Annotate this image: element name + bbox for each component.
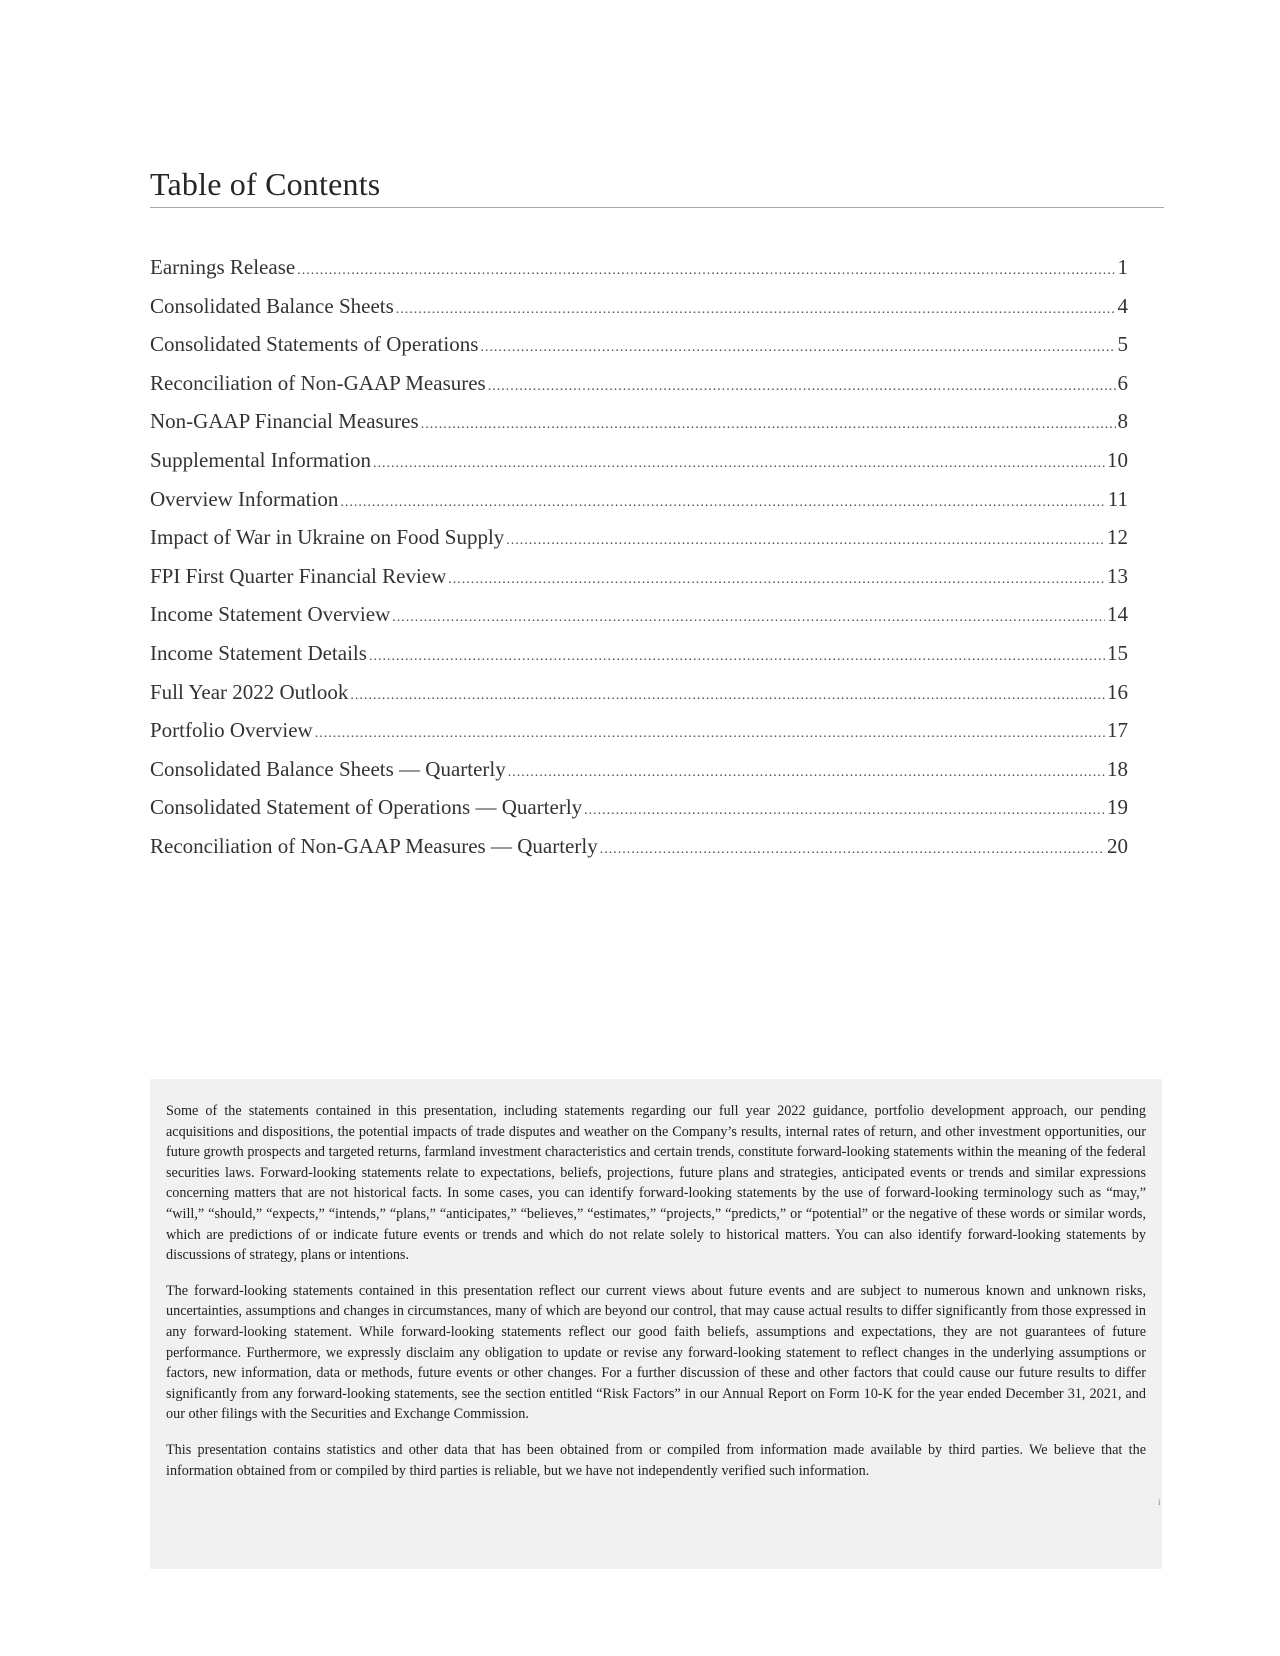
toc-entry[interactable]: [150, 294, 1128, 333]
disclaimer-paragraph-forward-looking: Some of the statements contained in this presentation, including statements regarding our full year 2022 guidance, portfolio development approach, our pending acquisitions and dispositions, the potential impacts of trade disputes and weather on the Company’s results, internal rates of return, and other investment opportunities, our future growth prospects and targeted returns, farmland investment characteristics and certain trends, constitute forward-looking statements within the meaning of the federal securities laws. Forward-looking statements relate to expectations, beliefs, projections, future plans and strategies, anticipated events or trends and similar expressions concerning matters that are not historical facts. In some cases, you can identify forward-looking statements by the use of forward-looking terminology such as “may,” “will,” “should,” “expects,” “intends,” “plans,” “anticipates,” “believes,” “estimates,” “projects,” “predicts,” or “potential” or the negative of these words or similar words, which are predictions of or indicate future events or trends and which do not relate solely to historical matters. You can also identify forward-looking statements by discussions of strategy, plans or intentions.: [166, 1103, 1146, 1264]
toc-entry[interactable]: [150, 448, 1128, 487]
toc-entry[interactable]: [150, 255, 1128, 294]
disclaimer-paragraph-third-party: This presentation contains statistics and other data that has been obtained from or compiled from information made available by third parties. We believe that the information obtained from or compiled by third parties is reliable, but we have not independently verified such information.: [166, 1441, 1146, 1479]
toc-entry-page-number[interactable]: 8: [1117, 409, 1128, 434]
toc-dot-leader: [448, 573, 1105, 587]
toc-entry-page-number[interactable]: 18: [1107, 756, 1128, 781]
disclaimer-paragraph-risks: The forward-looking statements contained in this presentation reflect our current views about future events and are subject to numerous known and unknown risks, uncertainties, assumptions and changes in circumstances, many of which are beyond our control, that may cause actual results to differ significantly from those expressed in any forward-looking statement. While forward-looking statements reflect our good faith beliefs, assumptions and expectations, they are not guarantees of future performance. Furthermore, we expressly disclaim any obligation to update or revise any forward-looking statement to reflect changes in the underlying assumptions or factors, new information, data or methods, future events or other changes. For a further discussion of these and other factors that could cause our future results to differ significantly from any forward-looking statements, see the section entitled “Risk Factors” in our Annual Report on Form 10-K for the year ended December 31, 2021, and our other filings with the Securities and Exchange Commission.: [166, 1282, 1146, 1423]
toc-entry[interactable]: [150, 525, 1128, 564]
toc-entry-label[interactable]: Reconciliation of Non-GAAP Measures — Quarterly: [150, 833, 598, 858]
toc-entry[interactable]: [150, 641, 1128, 680]
toc-entry[interactable]: [150, 602, 1128, 641]
toc-entry[interactable]: [150, 795, 1128, 834]
toc-entry-page-number[interactable]: 19: [1107, 795, 1128, 820]
toc-dot-leader: [600, 843, 1105, 857]
toc-entry[interactable]: [150, 834, 1128, 873]
toc-entry-label[interactable]: Overview Information: [150, 486, 339, 511]
toc-entry[interactable]: [150, 487, 1128, 526]
toc-title: Table of Contents: [150, 166, 381, 202]
toc-dot-leader: [369, 650, 1105, 664]
toc-entry-page-number[interactable]: 4: [1117, 293, 1128, 318]
toc-entry-label[interactable]: Non-GAAP Financial Measures: [150, 409, 419, 434]
toc-entry-page-number[interactable]: 12: [1107, 525, 1128, 550]
toc-entry[interactable]: [150, 564, 1128, 603]
toc-entry-page-number[interactable]: 17: [1107, 718, 1128, 743]
page-number: i: [1158, 1497, 1161, 1507]
toc-entry[interactable]: [150, 757, 1128, 796]
title-divider: [150, 207, 1164, 208]
toc-list: [150, 255, 1128, 873]
toc-entry-page-number[interactable]: 20: [1107, 833, 1128, 858]
toc-entry-label[interactable]: Consolidated Balance Sheets — Quarterly: [150, 756, 506, 781]
toc-entry-label[interactable]: Impact of War in Ukraine on Food Supply: [150, 525, 505, 550]
toc-entry-label[interactable]: Earnings Release: [150, 255, 296, 279]
toc-entry-page-number[interactable]: 15: [1107, 640, 1128, 665]
toc-entry-label[interactable]: Consolidated Statement of Operations — Quarterly: [150, 795, 583, 820]
toc-dot-leader: [584, 804, 1105, 818]
disclaimer-box: [150, 1079, 1162, 1569]
toc-dot-leader: [350, 689, 1105, 703]
toc-entry-page-number[interactable]: 13: [1107, 563, 1128, 588]
toc-dot-leader: [488, 380, 1116, 394]
toc-dot-leader: [340, 496, 1105, 510]
toc-entry-page-number[interactable]: 1: [1117, 255, 1128, 279]
toc-entry-label[interactable]: Consolidated Balance Sheets: [150, 293, 394, 318]
toc-dot-leader: [392, 611, 1105, 625]
toc-entry-label[interactable]: Reconciliation of Non-GAAP Measures: [150, 370, 486, 395]
toc-dot-leader: [315, 727, 1105, 741]
toc-entry-page-number[interactable]: 10: [1107, 447, 1128, 472]
toc-dot-leader: [506, 534, 1105, 548]
toc-entry[interactable]: [150, 718, 1128, 757]
toc-entry[interactable]: [150, 332, 1128, 371]
toc-entry[interactable]: [150, 371, 1128, 410]
toc-entry-label[interactable]: Portfolio Overview: [150, 718, 313, 743]
toc-entry-label[interactable]: Income Statement Details: [150, 640, 367, 665]
toc-entry-label[interactable]: Income Statement Overview: [150, 602, 391, 627]
toc-dot-leader: [373, 457, 1105, 471]
toc-entry-page-number[interactable]: 6: [1117, 370, 1128, 395]
toc-entry-page-number[interactable]: 5: [1117, 332, 1128, 357]
toc-dot-leader: [297, 264, 1115, 278]
toc-dot-leader: [480, 341, 1115, 355]
toc-entry-label[interactable]: Supplemental Information: [150, 447, 372, 472]
toc-entry[interactable]: [150, 680, 1128, 719]
toc-entry-page-number[interactable]: 14: [1107, 602, 1128, 627]
toc-entry-label[interactable]: Full Year 2022 Outlook: [150, 679, 349, 704]
toc-dot-leader: [508, 766, 1105, 780]
toc-entry-page-number[interactable]: 11: [1107, 486, 1128, 511]
toc-dot-leader: [396, 303, 1116, 317]
toc-entry[interactable]: [150, 409, 1128, 448]
toc-dot-leader: [421, 418, 1116, 432]
toc-entry-label[interactable]: FPI First Quarter Financial Review: [150, 563, 447, 588]
toc-entry-page-number[interactable]: 16: [1107, 679, 1128, 704]
toc-entry-label[interactable]: Consolidated Statements of Operations: [150, 332, 479, 357]
